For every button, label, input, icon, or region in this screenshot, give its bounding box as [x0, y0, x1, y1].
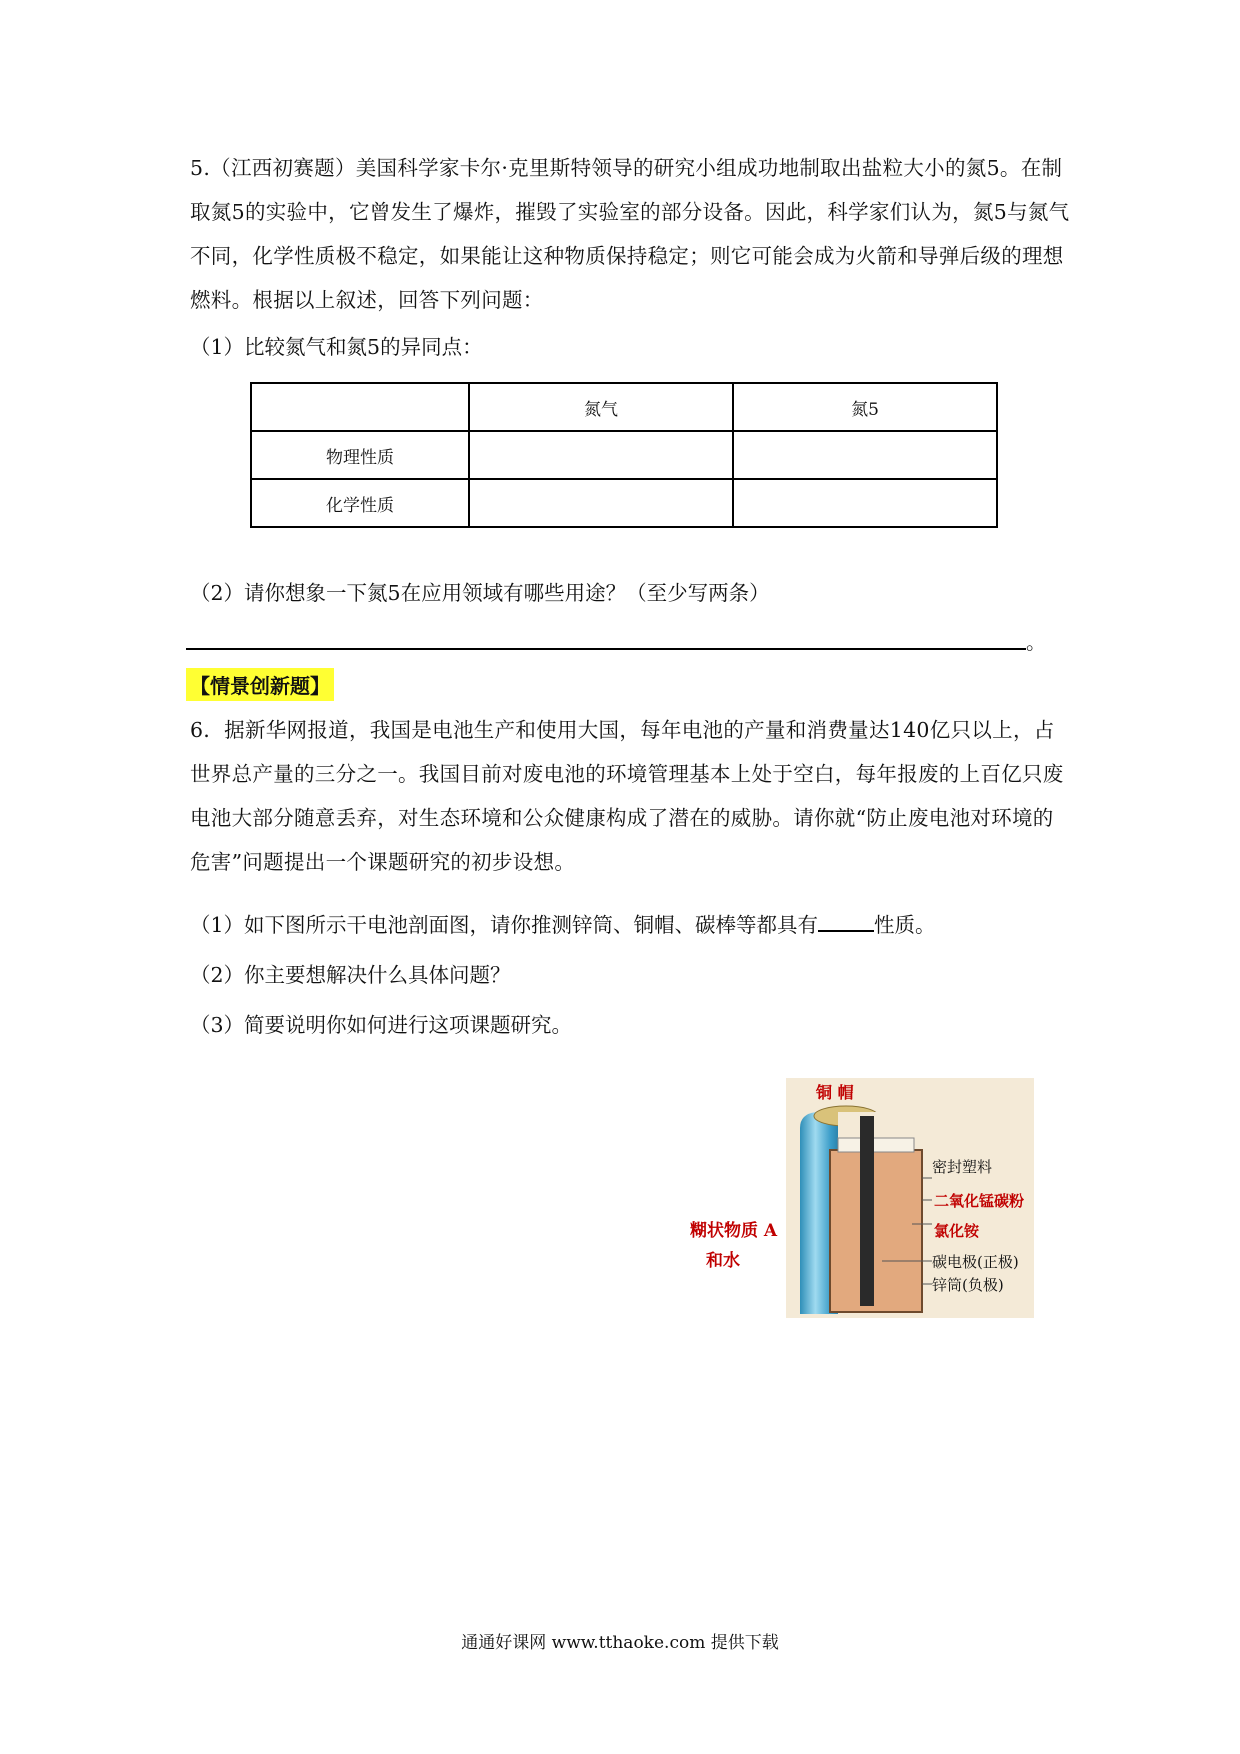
table-header-nitrogen: 氮气 [469, 383, 733, 431]
figure-label-nh4cl: 氯化铵 [934, 1222, 980, 1240]
figure-label-mno2: 二氧化锰碳粉 [934, 1192, 1025, 1210]
q6-blank[interactable] [818, 912, 874, 932]
row-label-chemical: 化学性质 [251, 479, 469, 527]
cell-chemical-n5[interactable] [733, 479, 997, 527]
figure-left-label-2: 和水 [706, 1251, 740, 1271]
answer-line[interactable] [186, 648, 1026, 650]
comparison-table [250, 382, 998, 528]
q6-sub1-after: 性质。 [874, 913, 936, 937]
answer-period: 。 [1026, 630, 1046, 654]
q6-sub2: （2）你主要想解决什么具体问题？ [190, 963, 511, 987]
figure-left-label [690, 1216, 777, 1276]
cell-physical-n5[interactable] [733, 431, 997, 479]
figure-label-seal: 密封塑料 [932, 1158, 993, 1176]
figure-top-label: 铜 帽 [816, 1083, 854, 1102]
table-row [251, 479, 997, 527]
figure-label-zinc: 锌筒(负极) [932, 1276, 1004, 1294]
figure-left-label-1: 糊状物质 A [690, 1221, 778, 1241]
page-footer: 通通好课网 www.tthaoke.com 提供下载 [461, 1633, 779, 1653]
table-header-empty [251, 383, 469, 431]
cell-chemical-n2[interactable] [469, 479, 733, 527]
figure-label-carbon: 碳电极(正极) [932, 1253, 1019, 1271]
row-label-physical: 物理性质 [251, 431, 469, 479]
q6-sub1 [190, 908, 936, 938]
q5-intro: 5.（江西初赛题）美国科学家卡尔·克里斯特领导的研究小组成功地制取出盐粒大小的氮5。在制取氮5的实验中，它曾发生了爆炸，摧毁了实验室的部分设备。因此，科学家们认为，氮5与氮气不同，化学性质极不稳定，如果能让这种物质保持稳定；则它可能会成为火箭和导弹后级的理想燃料。根据以上叙述，回答下列问题： [190, 156, 1070, 312]
table-header-row [251, 383, 997, 431]
table-header-n5: 氮5 [733, 383, 997, 431]
q6-sub3: （3）简要说明你如何进行这项课题研究。 [190, 1013, 573, 1037]
battery-diagram [786, 1078, 1034, 1318]
section-tag: 【情景创新题】 [186, 668, 334, 701]
q5-sub2: （2）请你想象一下氮5在应用领域有哪些用途？（至少写两条） [190, 581, 770, 605]
cell-physical-n2[interactable] [469, 431, 733, 479]
q6-intro: 6．据新华网报道，我国是电池生产和使用大国，每年电池的产量和消费量达140亿只以上，占世界总产量的三分之一。我国目前对废电池的环境管理基本上处于空白，每年报废的上百亿只废电池大部分随意丢弃，对生态环境和公众健康构成了潜在的威胁。请你就“防止废电池对环境的危害”问题提出一个课题研究的初步设想。 [190, 718, 1064, 874]
q5-sub1: （1）比较氮气和氮5的异同点： [190, 335, 483, 359]
q6-sub1-before: （1）如下图所示干电池剖面图，请你推测锌筒、铜帽、碳棒等都具有 [190, 913, 819, 937]
table-row [251, 431, 997, 479]
